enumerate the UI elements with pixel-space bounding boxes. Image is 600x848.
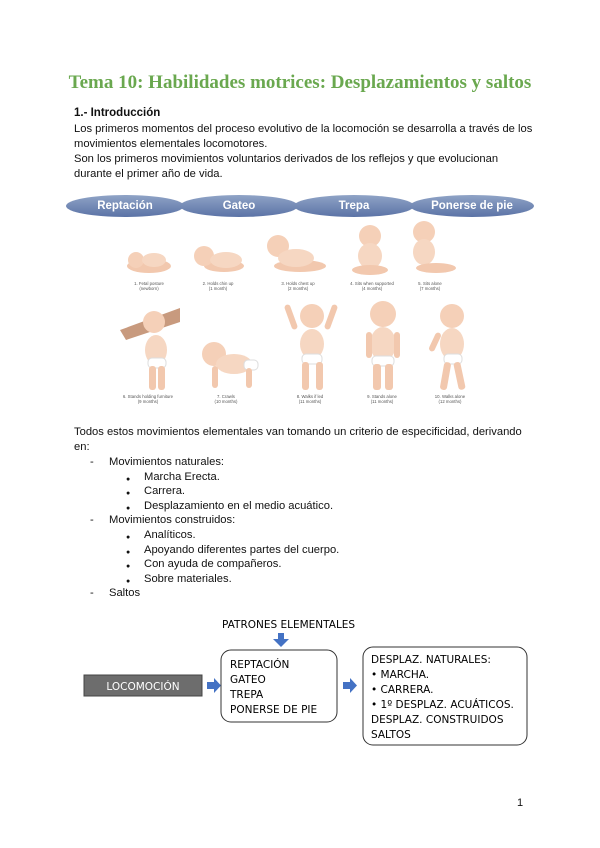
baby-caption: 9. Stands alone (11 months): [367, 394, 397, 404]
arrow-down-icon: [273, 633, 289, 647]
baby-caption: 7. Crawls (10 months): [214, 394, 238, 404]
baby-caption: 6. Stands holding furniture (9 months): [122, 394, 174, 404]
arrow-right-icon: [207, 678, 221, 693]
baby-caption: 8. Walks if led (11 months): [296, 394, 324, 404]
intro-line: movimientos elementales locomotores.: [74, 138, 268, 150]
derived-item: DESPLAZ. CONSTRUIDOS: [371, 714, 504, 726]
baby-holds-chin-image: [190, 240, 246, 274]
baby-walks-if-led-image: [282, 300, 340, 392]
stage-pill-gateo: Gateo: [180, 195, 298, 217]
baby-walks-alone-image: [426, 302, 476, 392]
pattern-item: GATEO: [230, 674, 266, 686]
baby-caption: 3. Holds chest up (2 months): [281, 281, 315, 291]
locomotion-diagram: [0, 610, 600, 760]
baby-caption: 4. Sits when supported (4 months): [350, 281, 394, 291]
page-title: Tema 10: Habilidades motrices: Desplazamientos y saltos: [68, 72, 532, 93]
stage-pill-ponerse-de-pie: Ponerse de pie: [410, 195, 534, 217]
baby-sits-alone-image: [402, 220, 458, 276]
baby-crawls-image: [198, 338, 260, 392]
pattern-item: PONERSE DE PIE: [230, 704, 318, 716]
baby-caption: 2. Holds chin up (1 month): [202, 281, 234, 291]
derived-item: • MARCHA.: [371, 669, 430, 681]
baby-fetal-posture-image: [124, 246, 174, 274]
intro-line: durante el primer año de vida.: [74, 168, 223, 180]
page-number: 1: [517, 797, 524, 809]
intro-line: Son los primeros movimientos voluntarios derivados de los reflejos y que evolucionan: [74, 153, 499, 165]
baby-caption: 1. Fetal posture (newborn): [134, 281, 164, 291]
baby-stands-holding-image: [120, 300, 182, 392]
derived-item: • CARRERA.: [371, 684, 434, 696]
intro-line: Los primeros momentos del proceso evolutivo de la locomoción se desarrolla a través de los: [74, 123, 533, 135]
pattern-item: REPTACIÓN: [230, 659, 290, 671]
stage-pill-trepa: Trepa: [294, 195, 414, 217]
derived-item: SALTOS: [371, 729, 411, 741]
diagram-top-label: PATRONES ELEMENTALES: [222, 619, 356, 631]
derivation-line: en:: [74, 441, 90, 453]
baby-stands-alone-image: [358, 298, 408, 392]
stage-pill-reptacion: Reptación: [66, 195, 184, 217]
baby-caption: 5. Sits alone (7 months): [418, 281, 442, 291]
baby-sits-supported-image: [350, 224, 392, 276]
derived-item: DESPLAZ. NATURALES:: [371, 654, 491, 666]
section-heading: 1.- Introducción: [74, 107, 161, 119]
pattern-item: TREPA: [230, 689, 264, 701]
movement-list: - Movimientos naturales: ● Marcha Erecta. ● Carrera. ● Desplazamiento en el medio acuático. - Movimientos construidos: ● Analíticos. ● Apoyando diferentes partes del cuerpo. ● Con ayuda de compañeros. ● Sobre materiales. - Saltos: [90, 456, 340, 600]
derived-item: • 1º DESPLAZ. ACUÁTICOS.: [371, 699, 514, 711]
arrow-right-icon: [343, 678, 357, 693]
baby-development-illustration: [112, 220, 482, 410]
locomocion-label: LOCOMOCIÓN: [106, 681, 180, 693]
derivation-line: Todos estos movimientos elementales van tomando un criterio de especificidad, derivando: [74, 426, 522, 438]
baby-holds-chest-image: [262, 232, 328, 274]
baby-caption: 10. Walks alone (12 months): [434, 394, 466, 404]
stage-banner: [66, 195, 534, 217]
